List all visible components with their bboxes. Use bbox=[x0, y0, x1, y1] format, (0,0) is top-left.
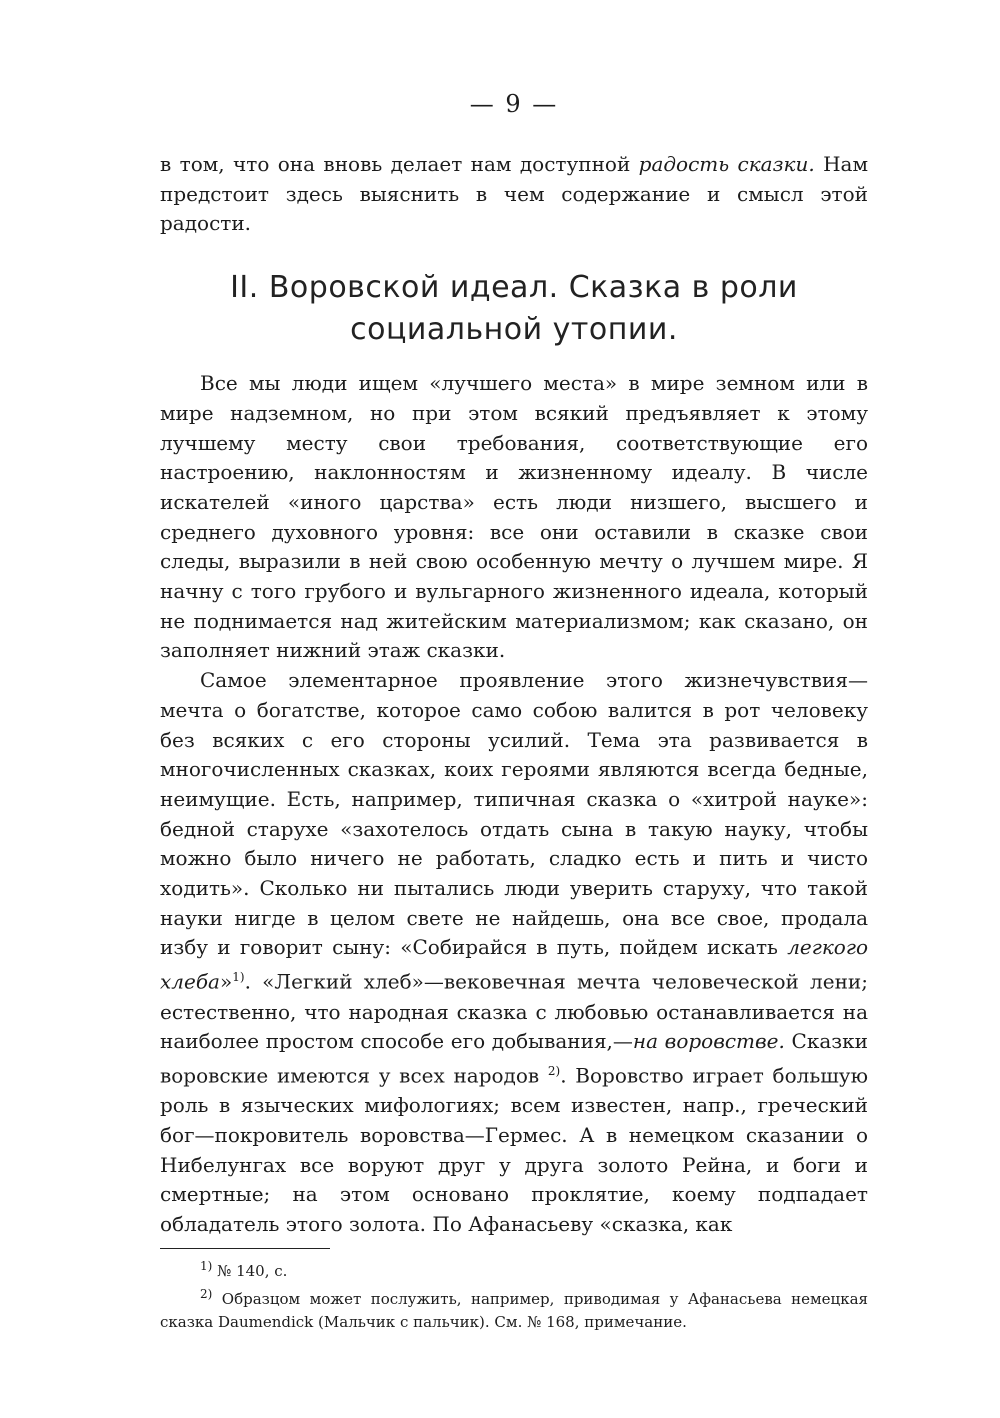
intro-text-after: Нам предстоит здесь выяснить в чем содержание и смысл этой радости. bbox=[160, 152, 869, 236]
intro-text-before: в том, что она вновь делает нам доступной bbox=[160, 152, 639, 176]
footnote-2 bbox=[160, 1283, 868, 1334]
intro-emphasis: радость сказки. bbox=[638, 152, 815, 176]
paragraph-2-emphasis-2: на воровстве. bbox=[632, 1029, 785, 1054]
paragraph-2-emphasis-1: легкого хлеба bbox=[160, 935, 868, 994]
section-heading: II. Воровской идеал. Сказка в роли социальной утопии. bbox=[230, 270, 798, 348]
footnote-1-text: № 140, с. bbox=[217, 1261, 288, 1280]
paragraph-2-part-3: . «Легкий хлеб»—вековечная мечта человеческой лени; естественно, что народная сказка с любовью останавливается на наиболее простом способе его добывания,— bbox=[160, 969, 868, 1054]
footnote-ref-2: 2) bbox=[547, 1063, 561, 1078]
paragraph-2-part-2: » bbox=[219, 969, 233, 994]
paragraph-1: Все мы люди ищем «лучшего места» в мире земном или в мире надземном, но при этом всякий предъявляет к этому лучшему месту свои требования, соответствующие его настроению, наклонностям и жизненному идеалу. В числе искателей «иного царства» есть люди низшего, высшего и среднего духовного уровня: все они оставили в сказке свои следы, выразили в ней свою особенную мечту о лучшем мире. Я начну с того грубого и вульгарного жизненного идеала, который не поднимается над житейским материализмом; как сказано, он заполняет нижний этаж сказки. bbox=[160, 371, 868, 663]
footnote-1 bbox=[160, 1255, 868, 1283]
footnote-2-text: Образцом может послужить, например, приводимая у Афанасьева немецкая сказка Daumendick (Мальчик с пальчик). См. № 168, примечание. bbox=[160, 1289, 868, 1331]
footnote-2-marker: 2) bbox=[200, 1286, 213, 1301]
intro-paragraph bbox=[160, 150, 868, 239]
paragraph-2-part-4: Сказки воровские имеются у всех народов bbox=[160, 1029, 868, 1088]
paragraph-2-part-5: . Воровство играет большую роль в языческих мифологиях; всем известен, напр., греческий бог—покровитель воровства—Гермес. А в немецком сказании о Нибелунгах все воруют друг у друга золото Рейна, и боги и смертные; на этом основано проклятие, коему подпадает обладатель этого золота. По Афанасьеву «сказка, как bbox=[160, 1063, 868, 1237]
paragraph-2 bbox=[160, 666, 868, 1240]
book-page bbox=[160, 84, 868, 1334]
paragraph-2-part-1: Самое элементарное проявление этого жизнечувствия—мечта о богатстве, которое само собою валится в рот человеку без всяких с его стороны усилий. Тема эта развивается в многочисленных сказках, коих героями являются всегда бедные, неимущие. Есть, например, типичная сказка о «хитрой науке»: бедной старухе «захотелось отдать сына в такую науку, чтобы можно было ничего не работать, сладко есть и пить и чисто ходить». Сколько ни пытались люди уверить старуху, что такой науки нигде в целом свете не найдешь, она все свое, продала избу и говорит сыну: «Собирайся в путь, пойдем искать bbox=[160, 668, 868, 960]
footnotes bbox=[160, 1248, 868, 1334]
footnote-ref-1: 1) bbox=[232, 970, 245, 985]
footnote-1-marker: 1) bbox=[200, 1258, 213, 1273]
footnote-divider bbox=[160, 1248, 330, 1249]
page-number: — 9 — bbox=[469, 90, 559, 118]
